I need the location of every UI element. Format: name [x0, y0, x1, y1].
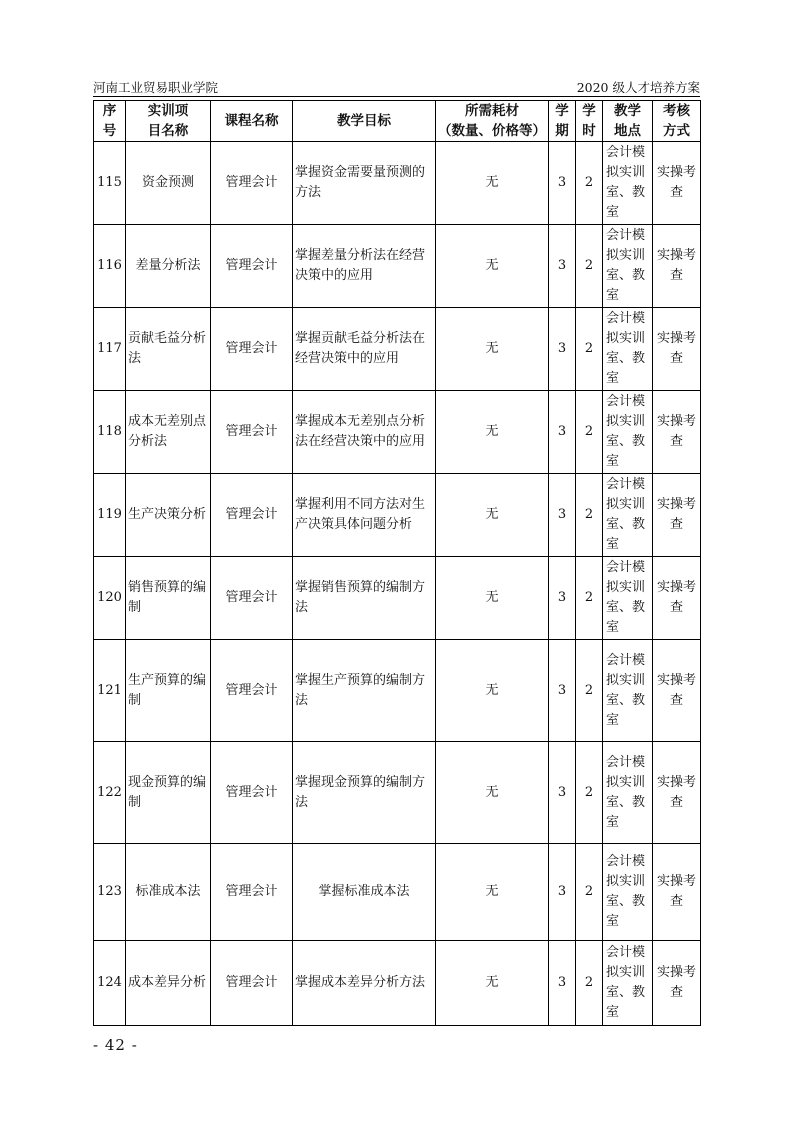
row-course: 管理会计	[211, 557, 293, 640]
row-goal: 掌握销售预算的编制方法	[293, 557, 436, 640]
row-assess: 实操考查	[653, 640, 701, 742]
col-assess: 考核 方式	[653, 101, 701, 142]
row-place: 会计模拟实训室、教室	[603, 844, 653, 941]
row-place: 会计模拟实训室、教室	[603, 225, 653, 308]
table-row	[94, 142, 701, 225]
row-goal: 掌握资金需要量预测的方法	[293, 142, 436, 225]
row-course: 管理会计	[211, 742, 293, 844]
row-goal: 掌握现金预算的编制方法	[293, 742, 436, 844]
table-row	[94, 557, 701, 640]
row-place: 会计模拟实训室、教室	[603, 640, 653, 742]
table-row	[94, 742, 701, 844]
row-hours: 2	[576, 557, 603, 640]
row-material: 无	[436, 142, 549, 225]
row-item: 生产预算的编制	[126, 640, 211, 742]
row-assess: 实操考查	[653, 941, 701, 1026]
row-course: 管理会计	[211, 308, 293, 391]
row-seq: 124	[94, 941, 126, 1026]
row-item: 贡献毛益分析法	[126, 308, 211, 391]
row-item: 差量分析法	[126, 225, 211, 308]
row-hours: 2	[576, 742, 603, 844]
row-place: 会计模拟实训室、教室	[603, 474, 653, 557]
row-item: 成本差异分析	[126, 941, 211, 1026]
row-hours: 2	[576, 640, 603, 742]
row-item: 生产决策分析	[126, 474, 211, 557]
row-seq: 115	[94, 142, 126, 225]
row-material: 无	[436, 391, 549, 474]
row-term: 3	[549, 941, 576, 1026]
row-seq: 123	[94, 844, 126, 941]
row-seq: 116	[94, 225, 126, 308]
row-goal: 掌握贡献毛益分析法在经营决策中的应用	[293, 308, 436, 391]
row-material: 无	[436, 557, 549, 640]
row-term: 3	[549, 391, 576, 474]
table-row	[94, 941, 701, 1026]
row-hours: 2	[576, 308, 603, 391]
table-header-row	[94, 101, 701, 142]
row-hours: 2	[576, 225, 603, 308]
row-place: 会计模拟实训室、教室	[603, 142, 653, 225]
row-assess: 实操考查	[653, 391, 701, 474]
table-row	[94, 308, 701, 391]
table-row	[94, 640, 701, 742]
table-row	[94, 844, 701, 941]
row-material: 无	[436, 225, 549, 308]
row-term: 3	[549, 474, 576, 557]
row-assess: 实操考查	[653, 142, 701, 225]
row-course: 管理会计	[211, 844, 293, 941]
row-material: 无	[436, 742, 549, 844]
row-item: 标准成本法	[126, 844, 211, 941]
training-table	[93, 100, 701, 1026]
col-term: 学 期	[549, 101, 576, 142]
row-material: 无	[436, 640, 549, 742]
row-term: 3	[549, 742, 576, 844]
table-row	[94, 391, 701, 474]
page-header	[93, 78, 700, 97]
row-hours: 2	[576, 474, 603, 557]
header-plan: 2020 级人才培养方案	[576, 80, 700, 95]
col-material: 所需耗材 （数量、价格等）	[436, 101, 549, 142]
col-course: 课程名称	[211, 101, 293, 142]
row-item: 成本无差别点分析法	[126, 391, 211, 474]
col-seq: 序 号	[94, 101, 126, 142]
row-place: 会计模拟实训室、教室	[603, 557, 653, 640]
col-place: 教学 地点	[603, 101, 653, 142]
row-term: 3	[549, 308, 576, 391]
row-hours: 2	[576, 142, 603, 225]
row-seq: 117	[94, 308, 126, 391]
page-number: - 42 -	[93, 1036, 138, 1054]
table-row	[94, 474, 701, 557]
row-term: 3	[549, 557, 576, 640]
col-item: 实训项 目名称	[126, 101, 211, 142]
row-material: 无	[436, 941, 549, 1026]
row-goal: 掌握利用不同方法对生产决策具体问题分析	[293, 474, 436, 557]
row-place: 会计模拟实训室、教室	[603, 391, 653, 474]
row-hours: 2	[576, 844, 603, 941]
row-goal: 掌握差量分析法在经营决策中的应用	[293, 225, 436, 308]
col-goal: 教学目标	[293, 101, 436, 142]
row-material: 无	[436, 308, 549, 391]
row-assess: 实操考查	[653, 308, 701, 391]
row-assess: 实操考查	[653, 474, 701, 557]
row-course: 管理会计	[211, 391, 293, 474]
row-term: 3	[549, 142, 576, 225]
row-course: 管理会计	[211, 142, 293, 225]
row-goal: 掌握成本差异分析方法	[293, 941, 436, 1026]
row-seq: 122	[94, 742, 126, 844]
row-seq: 120	[94, 557, 126, 640]
row-term: 3	[549, 225, 576, 308]
row-seq: 119	[94, 474, 126, 557]
table-row	[94, 225, 701, 308]
row-assess: 实操考查	[653, 844, 701, 941]
row-material: 无	[436, 844, 549, 941]
row-item: 资金预测	[126, 142, 211, 225]
row-goal: 掌握成本无差别点分析法在经营决策中的应用	[293, 391, 436, 474]
row-item: 销售预算的编制	[126, 557, 211, 640]
row-goal: 掌握标准成本法	[293, 844, 436, 941]
row-course: 管理会计	[211, 941, 293, 1026]
row-term: 3	[549, 640, 576, 742]
row-material: 无	[436, 474, 549, 557]
header-school: 河南工业贸易职业学院	[93, 80, 219, 95]
row-place: 会计模拟实训室、教室	[603, 742, 653, 844]
row-goal: 掌握生产预算的编制方法	[293, 640, 436, 742]
row-seq: 118	[94, 391, 126, 474]
row-assess: 实操考查	[653, 557, 701, 640]
row-term: 3	[549, 844, 576, 941]
row-hours: 2	[576, 391, 603, 474]
row-place: 会计模拟实训室、教室	[603, 941, 653, 1026]
row-course: 管理会计	[211, 474, 293, 557]
row-seq: 121	[94, 640, 126, 742]
row-item: 现金预算的编制	[126, 742, 211, 844]
row-assess: 实操考查	[653, 742, 701, 844]
row-hours: 2	[576, 941, 603, 1026]
col-hours: 学 时	[576, 101, 603, 142]
row-course: 管理会计	[211, 640, 293, 742]
row-place: 会计模拟实训室、教室	[603, 308, 653, 391]
row-course: 管理会计	[211, 225, 293, 308]
row-assess: 实操考查	[653, 225, 701, 308]
